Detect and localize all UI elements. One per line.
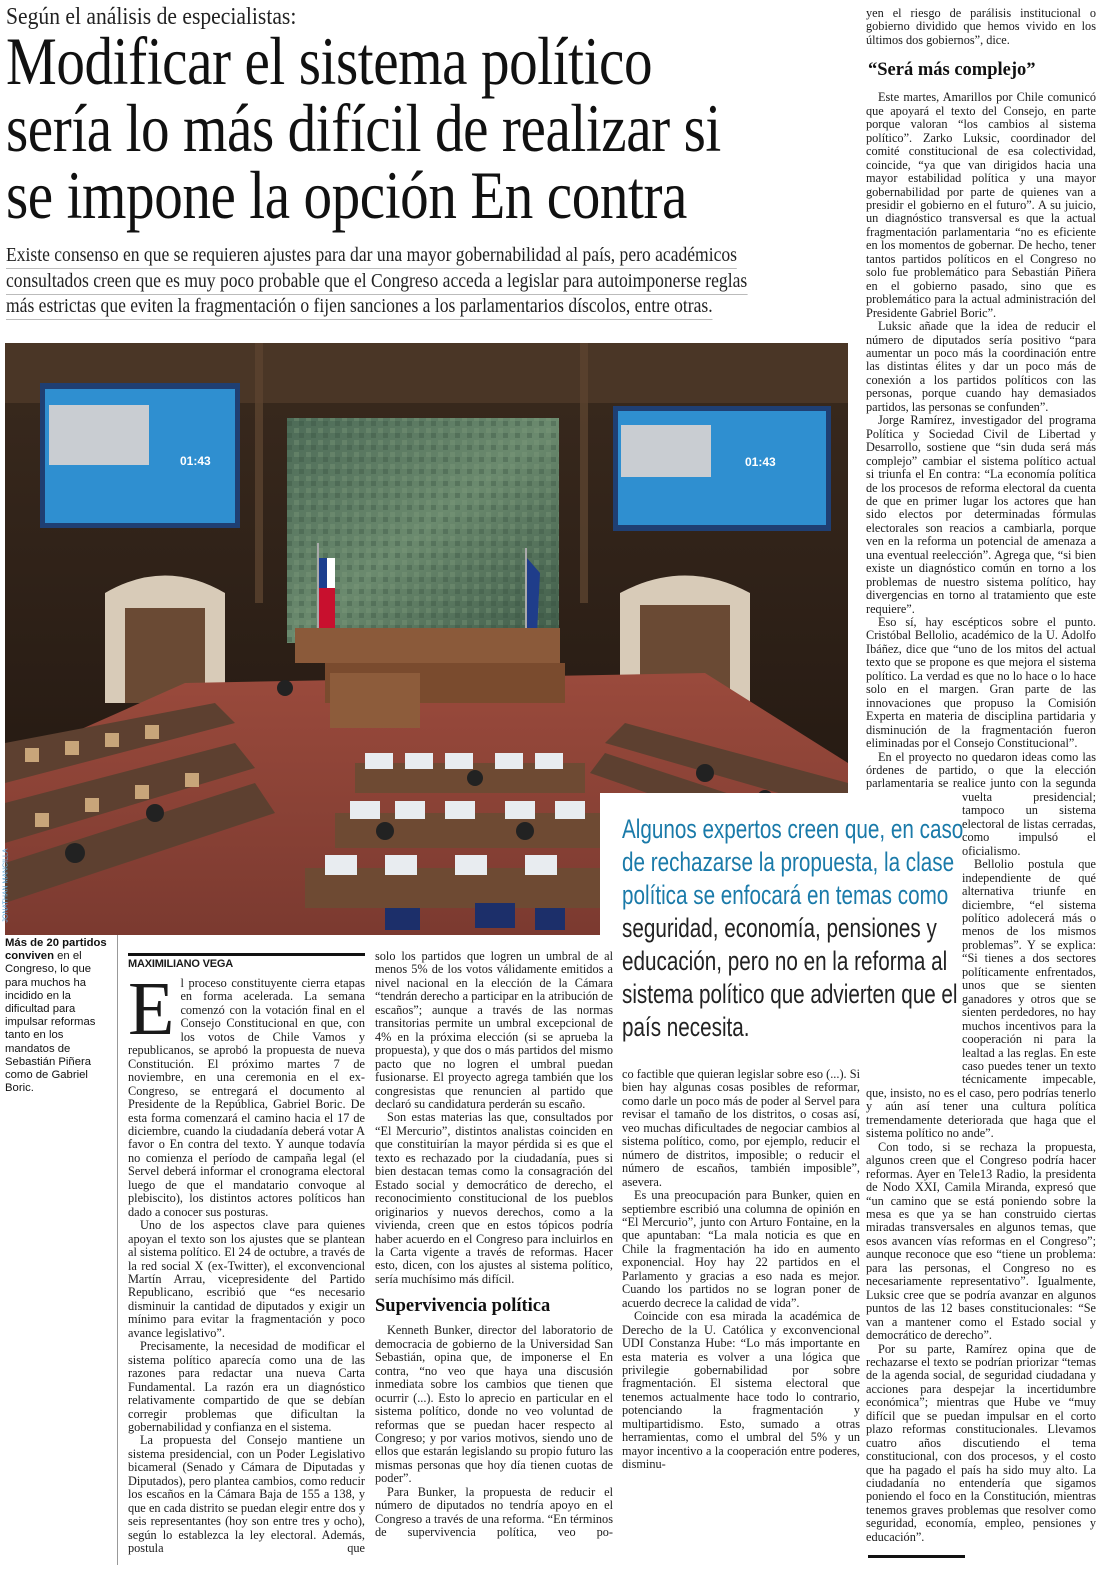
deck-line: Existe consenso en que se requieren ajustes para dar una mayor gobernabilidad al país, pero académicos xyxy=(6,243,737,269)
photo-credit-text: JONATHAN MANCILLA xyxy=(2,848,10,923)
drop-cap: E xyxy=(128,967,175,1051)
byline: MAXIMILIANO VEGA xyxy=(128,958,233,970)
paragraph: Son estas materias las que, consultados por “El Mercurio”, distintos analistas coinciden en que constituirían la mayor pérdida si es que el texto es rechazado por la ciudadanía, pues si bien destacan temas como la consagración del Estado social y democrático de derecho, el reconocimiento constitucional de los pueblos originarios y nuevos derechos, como a la vivienda, creen que en estos tópicos podría haber acuerdo en el Congreso para incluirlos en la Carta vigente a través de reformas. Hacer esto, dicen, con los ajustes al sistema político, sería muchísimo más difícil. xyxy=(375,1110,613,1286)
paragraph: Uno de los aspectos clave para quienes apoyan el texto son los ajustes que se plantean al sistema político. El 24 de octubre, a través de la red social X (ex-Twitter), el exconvencional Martín Arrau, vicepresidente del Partido Republicano, escribió que “es necesario disminuir la cantidad de diputados y exigir un mínimo para evitar la fragmentación y poco avance legislativo”. xyxy=(128,1218,365,1340)
kicker: Según el análisis de especialistas: xyxy=(6,4,297,30)
caption-text: en el Congreso, lo que para muchos ha incidido en la dificultad para impulsar reformas tanto en los mandatos de Sebastián Piñera como de Gabriel Boric. xyxy=(5,950,96,1095)
paragraph: Con todo, si se rechaza la propuesta, algunos creen que el Congreso podría hacer reformas. Ayer en Tele13 Radio, la presidenta de Nodo XXI, Camila Miranda, expresó que “un camino que se está poniendo sobre la mesa es que ya se han construido ciertas miradas transversales en algunos temas, que esos avancen vías reformas en el Congreso”; aunque reconoce que eso “tiene un problema: para las personas, el Congreso no es necesariamente representativo”. Igualmente, Luksic cree que se podría avanzar en algunos puntos de las 12 bases constitucionales: “Se van a mantener como el Estado social y democrático de derecho”. xyxy=(866,1139,1096,1343)
photo-caption xyxy=(5,937,113,1095)
pull-quote-line: política se enfocará en temas como xyxy=(622,880,949,910)
column-divider xyxy=(117,935,118,1565)
paragraph: La propuesta del Consejo mantiene un sistema presidencial, con un Poder Legislativo bicameral (Senado y Cámara de Diputadas y Diputados), pero plantea cambios, como reducir los escaños en la Cámara Baja de 155 a 138, y que en cada distrito se puedan elegir entre dos y seis representantes (hoy son entre tres y ocho), según lo establezca la ley electoral. Además, postula que xyxy=(128,1433,365,1556)
pull-quote-line: país necesita. xyxy=(622,1012,750,1042)
paragraph: l proceso constituyente cierra etapas en forma acelerada. La semana comenzó con la votación final en el Consejo Constitucional en que, con los votos de Chile Vamos y republicanos, se aprobó la propuesta de nueva Constitución. El próximo martes 7 de noviembre, en una ceremonia en el ex-Congreso, se entregará el documento al Presidente de la República, Gabriel Boric. De esta forma comenzará el camino hacia el 17 de diciembre, cuando la ciudadanía deberá votar A favor o En contra del texto. Y aunque todavía no comienza el período de campaña legal (el Servel deberá informar el cronograma electoral luego de que el mandatario convoque al plebiscito), los distintos actores políticos han dado a conocer sus posturas. xyxy=(128,976,365,1219)
article-column-4 xyxy=(866,7,1096,1544)
headline-line: Modificar el sistema político xyxy=(6,23,653,99)
photo-credit xyxy=(0,838,10,938)
screen-timer: 01:43 xyxy=(745,455,776,469)
paragraph: Coincide con esa mirada la académica de Derecho de la U. Católica y exconvencional UDI Constanza Hube: “Lo más importante en esta materia es volver a una lógica que privilegie gobernabilidad por sobre fragmentación. El sistema electoral que tenemos actualmente hace todo lo contrario, potenciando la fragmentación y multipartidismo. Esto, sumado a otras herramientas, como el umbral del 5% y un mayor incentivo a la cooperación entre poderes, disminu- xyxy=(622,1309,860,1472)
paragraph: Eso sí, hay escépticos sobre el punto. Cristóbal Bellolio, académico de la U. Adolfo Ibáñez, dice que “uno de los mitos del actual texto que se propone es que mejora el sistema político. La verdad es que no lo hace o lo hace solo en el margen. Gran parte de las innovaciones que propuso la Comisión Experta en materia de disciplina partidaria y disminución de la fragmentación fueron eliminadas por el Consejo Constitucional”. xyxy=(866,615,1096,751)
subheading: Supervivencia política xyxy=(375,1296,551,1317)
paragraph: Precisamente, la necesidad de modificar el sistema político aparecía como una de las razones para redactar una nueva Carta Fundamental. La razón era un diagnóstico relativamente compartido de que se debían corregir problemas que dificultan la gobernabilidad y confianza en el sistema. xyxy=(128,1339,365,1434)
article-column-3 xyxy=(622,1068,860,1472)
pull-quote-line: de rechazarse la propuesta, la clase xyxy=(622,847,955,877)
deck-line: más estrictas que eviten la fragmentación o fijen sanciones a los parlamentarios díscolos, entre otras. xyxy=(6,294,713,320)
paragraph: co factible que quieran legislar sobre eso (...). Si bien hay algunas cosas posibles de reformar, como darle un poco más de poder al Servel para revisar el tamaño de los distritos, o cosas así, veo muchas dificultades de negociar cambios al sistema político, como, por ejemplo, reducir el número de distritos, imposible; o reducir el número de escaños, también imposible”, asevera. xyxy=(622,1067,860,1189)
screen-timer: 01:43 xyxy=(180,454,211,468)
pull-quote-line: educación, pero no en la reforma al xyxy=(622,946,948,976)
byline-rule xyxy=(128,953,365,956)
deck-line: consultados creen que es muy poco probable que el Congreso acceda a legislar para autoimponerse reglas xyxy=(6,269,747,295)
deck xyxy=(6,243,846,320)
paragraph: Es una preocupación para Bunker, quien en septiembre escribió una columna de opinión en “El Mercurio”, junto con Arturo Fontaine, en la que apuntaban: “La mala noticia es que en Chile la fragmentación ha ido en aumento exponencial. Hoy hay 22 partidos en el Parlamento y gracias a eso nada es mejor. Cuando los partidos no se logran poner de acuerdo decrece la calidad de vida”. xyxy=(622,1188,860,1310)
paragraph: Kenneth Bunker, director del laboratorio de democracia de gobierno de la Universidad San Sebastián, opina que, de imponerse el En contra, “no veo que haya una discusión inmediata sobre los cambios que tienen que ocurrir (...). Esto lo aprecio en particular en el sistema político, donde no veo voluntad de reformas que se puedan hacer respecto al Congreso; y por varios motivos, siendo uno de ellos que estarán legislando su propio futuro las mismas personas que hoy día tienen cuotas de poder”. xyxy=(375,1323,613,1486)
paragraph: En el proyecto no quedaron ideas como las órdenes de partido, o que la elección parlamentaria se realice junto con la segunda vuelta presidencial; tampoco un sistema electoral de listas cerradas, como impulsó el oficialismo. xyxy=(866,749,1096,858)
paragraph: solo los partidos que logren un umbral de al menos 5% de los votos válidamente emitidos a nivel nacional en la elección de la Cámara “tendrán derecho a participar en la atribución de escaños”; aunque a través de las normas transitorias permite un umbral excepcional de 4% en la próxima elección (si se aprueba la propuesta), y que dos o más partidos del mismo pacto que no logren el umbral puedan fusionarse. El proyecto agrega también que los congresistas que renuncien al partido que declaró su candidatura perderán su escaño. xyxy=(375,949,613,1111)
paragraph: Para Bunker, la propuesta de reducir el número de diputados no tendría apoyo en el Congreso a través de una reforma. “En términos de supervivencia política, veo po- xyxy=(375,1484,613,1540)
pull-quote-line: sistema político que advierten que el xyxy=(622,979,958,1009)
article-column-2 xyxy=(375,950,613,1540)
pull-quote-line: Algunos expertos creen que, en caso xyxy=(622,814,964,844)
paragraph: Bellolio postula que independiente de qué alternativa triunfe en diciembre, “el sistema político adolecerá más o menos de los mismos problemas”. Y se explica: “Si tienes a dos sectores políticamente enfrentados, unos que se sienten ganadores y otros que se sienten perdedores, no hay muchos incentivos para la cooperación ni para la lealtad a las reglas. En este caso puedes tener un texto técnicamente impecable, que, insisto, no es el caso, pero podrías tenerlo y aún así tener una cultura política tremendamente deteriorada que haga que el sistema político no ande”. xyxy=(866,857,1096,1141)
subheading: “Será más complejo” xyxy=(868,60,1036,81)
pull-quote-line: seguridad, economía, pensiones y xyxy=(622,913,937,943)
paragraph: yen el riesgo de parálisis institucional o gobierno dividido que hemos vivido en los últimos dos gobiernos”, dice. xyxy=(866,6,1096,47)
headline-line: sería lo más difícil de realizar si xyxy=(6,90,721,166)
paragraph: Luksic añade que la idea de reducir el número de diputados sería positivo “para aumentar un poco más la coordinación entre las distintas élites y dar un poco más de conexión a los partidos políticos con las personas, porque cuando hay demasiados partidos, las personas se confunden”. xyxy=(866,319,1096,414)
paragraph: Por su parte, Ramírez opina que de rechazarse el texto se podrían priorizar “temas de la agenda social, de seguridad ciudadana y acciones para despejar la incertidumbre económica”; mientras que Hube ve “muy difícil que se puedan impulsar en el corto plazo reformas constitucionales. Llevamos cuatro años discutiendo el tema constitucional, con dos procesos, y el costo que ha pagado el país ha sido muy alto. La ciudadanía no entendería que sigamos poniendo el foco en la Constitución, mientras tenemos graves problemas que resolver como seguridad, economía, empleo, pensiones y educación”. xyxy=(866,1341,1096,1544)
paragraph: Jorge Ramírez, investigador del programa Política y Sociedad Civil de Libertad y Desarrollo, sostiene que “sin duda será más complejo” cambiar el sistema político actual si triunfa el En contra: “La economía política de los procesos de reforma electoral da cuenta de que en primer lugar los actores que han sido electos por determinadas fórmulas electorales son reacios a cambiarla, porque ven en la reforma un potencial de amenaza a una eventual reelección”. Agrega que, “si bien existe un diagnóstico común en torno a los problemas de nuestro sistema político, hay divergencias en torno al tratamiento que este requiere”. xyxy=(866,413,1096,616)
caption-lead: Más de 20 partidos conviven xyxy=(5,937,107,963)
paragraph: Este martes, Amarillos por Chile comunicó que apoyará el texto del Consejo, en parte porque valoran “los cambios al sistema político”. Zarko Luksic, coordinador del comité constitucional de esa colectividad, coincide, “ya que van dirigidos hacia una mayor estabilidad política y una mayor gobernabilidad por parte de quienes van a presidir el gobierno en el futuro”. A su juicio, un diagnóstico transversal es que la actual fragmentación parlamentaria “no es eficiente en los momentos de gobernar. De hecho, tener tantos partidos políticos en el Congreso no solo fue problemático para Sebastián Piñera en el gobierno pasado, sino que es problemático para la actual administración del Presidente Gabriel Boric”. xyxy=(866,90,1096,320)
headline xyxy=(6,23,906,233)
headline-line: se impone la opción En contra xyxy=(6,157,687,233)
end-rule xyxy=(868,1555,965,1558)
article-column-1 xyxy=(128,958,365,1556)
